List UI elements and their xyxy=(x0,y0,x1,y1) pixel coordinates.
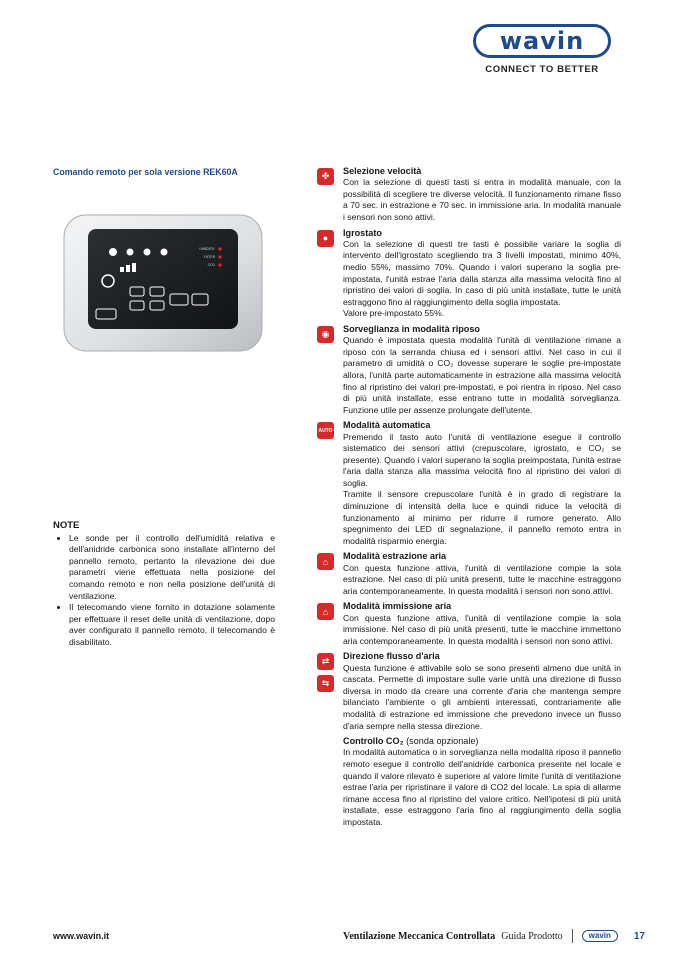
feature-text: Quando è impostata questa modalità l'unità di ventilazione rimane a riposo con la serranda chiusa ed i sensori attivi. Nel caso in cui il parametro di umidità o CO₂ dovesse superare le soglie pre-impostate allora, l'unità parte automaticamente in estrazione alla massima velocità fino al ripristino dei valori pre-impostati, e poi rientra in riposo. Nel caso di più unità installate, esse entrano tutte in modalità sorveglianza. Funzione utile per assenze prolungate dell'utente. xyxy=(343,335,621,415)
device-caption: Comando remoto per sola versione REK60A xyxy=(53,167,238,177)
feature-title-main: Controllo CO₂ xyxy=(343,736,404,747)
feature-title: Modalità immissione aria xyxy=(343,601,452,612)
panel-label-co2: CO2 xyxy=(207,263,215,267)
page-number: 17 xyxy=(633,930,645,942)
eye-icon: ◉ xyxy=(317,326,334,343)
feature-text: Premendo il tasto auto l'unità di ventilazione esegue il controllo sistematico dei sensori attivi (crepuscolare, igrostato, e CO₂ se presente). Quando i valori superano la soglia preimpostata, l'unità estrae l'aria dalla stanza alla massima velocità fino al ripristino dei valori di soglia. Tramite il sensore crepuscolare l'unità è in grado di registrare la diminuzione di intensità della luce e quindi riduce la velocità di funzionamento al minimo per ridurre il rumore generato. Allo spegnimento dei LED di segnalazione, il pannello remoto entra in modalità risparmio energia. xyxy=(343,431,621,546)
feature-co2-control xyxy=(317,736,621,828)
feature-text: In modalità automatica o in sorveglianza nella modalità riposo il pannello remoto esegue il controllo dell'anidride carbonica presente nel locale e quando il valore rilevato è superiore al valore limite l'unità di ventilazione estrae l'aria per ripristinare il valore di CO2 del locale. La spia di allarme rimane accesa fino al ripristino del valore critico. Nell'ipotesi di più unità installate, esse estraggono l'aria fino al raggiungimento della soglia impostata. xyxy=(343,747,621,827)
auto-mode-icon: AUTO xyxy=(317,422,334,439)
feature-title xyxy=(343,736,621,747)
feature-text: Con la selezione di questi tasti si entra in modalità manuale, con la possibilità di scegliere tre diverse velocità. Il funzionamento rimane fisso a 70 sec. in estrazione e 70 sec. in immissione aria. In modalità manuale i sensori non sono attivi. xyxy=(343,177,621,222)
notes-section xyxy=(53,520,275,649)
feature-title: Modalità automatica xyxy=(343,420,431,431)
note-item: • Il telecomando viene fornito in dotazione solamente per effettuare il reset delle unità di ventilazione, dopo aver configurato il pannello remoto, il telecomando è disabilitato. xyxy=(69,602,275,648)
feature-title: Modalità estrazione aria xyxy=(343,551,447,562)
footer-separator xyxy=(572,929,573,943)
feature-intake-mode xyxy=(317,601,621,647)
features-list xyxy=(317,166,621,833)
panel-label-humidity: UMIDITA' xyxy=(199,247,215,251)
footer-doc-guide: Guida Prodotto xyxy=(501,930,563,942)
feature-text: Con la selezione di questi tre tasti è possibile variare la soglia di intervento dell'igrostato scegliendo tra 3 livelli impostati, minimo 40%, medio 55%, massimo 70%. Quando i valori superano la soglia pre-impostata, l'unità estrae l'aria dalla stanza alla massima velocità fino al ripristino dei valori di soglia. In caso di più unità installate, tutte le unità estraggono fino al raggiungimento della soglia impostata. Valore pre-impostato 55%. xyxy=(343,238,621,319)
footer-url-link[interactable]: www.wavin.it xyxy=(53,931,110,941)
footer-right xyxy=(343,929,645,943)
humidity-drop-icon: ● xyxy=(317,230,334,247)
feature-text: Con questa funzione attiva, l'unità di ventilazione compie la sola immissione. Nel caso di più unità presenti, tutte le macchine immettono aria contemporaneamente. In questa modalità i sensori non sono attivi. xyxy=(343,612,621,646)
feature-hygrostat xyxy=(317,228,621,320)
feature-speed-selection xyxy=(317,166,621,224)
feature-title: Direzione flusso d'aria xyxy=(343,651,440,662)
panel-label-filter: FILTER xyxy=(203,255,215,259)
brand-tagline: CONNECT TO BETTER xyxy=(485,64,599,75)
wavin-logo[interactable]: wavin xyxy=(473,24,611,58)
airflow-direction-alt-icon: ⇆ xyxy=(317,675,334,692)
feature-title: Selezione velocità xyxy=(343,166,422,176)
airflow-direction-icon: ⇄ xyxy=(317,653,334,670)
feature-text: Questa funzione è attivabile solo se sono presenti almeno due unità in cascata. Permette di impostare sulle varie unità una direzione di flusso diversa in modo da creare una corrente d'aria che mantenga sempre bilanciato l'ambiente o gli ambienti interessati, contrariamente alle modalità di estrazione ed immissione che prevedono invece un flusso d'aria sempre nella stessa direzione. xyxy=(343,662,621,731)
notes-list xyxy=(53,533,275,649)
footer-wavin-logo: wavin xyxy=(582,930,618,942)
page-footer xyxy=(53,929,645,945)
footer-doc-title: Ventilazione Meccanica Controllata xyxy=(343,930,496,942)
house-intake-icon: ⌂ xyxy=(317,603,334,620)
feature-text: Con questa funzione attiva, l'unità di ventilazione compie la sola estrazione. Nel caso di più unità presenti, tutte le macchine estraggono aria contemporaneamente. In questa modalità i sensori non sono attivi. xyxy=(343,562,621,596)
feature-standby-surveillance xyxy=(317,324,621,416)
notes-title: NOTE xyxy=(53,520,80,531)
fan-speed-icon: ✤ xyxy=(317,168,334,185)
house-extract-icon: ⌂ xyxy=(317,553,334,570)
brand-header xyxy=(468,24,616,75)
remote-control-panel-image xyxy=(60,209,268,357)
feature-extraction-mode xyxy=(317,551,621,597)
feature-title-sub: (sonda opzionale) xyxy=(406,736,479,747)
note-item: • Le sonde per il controllo dell'umidità relativa e dell'anidride carbonica sono installate all'interno del pannello remoto, pertanto la rilevazione dei due parametri viene effettuata nella posizione del comando remoto e non nella posizione dell'unità di ventilazione. xyxy=(69,533,275,603)
feature-title: Sorveglianza in modalità riposo xyxy=(343,323,480,334)
feature-title: Igrostato xyxy=(343,227,382,238)
feature-automatic-mode xyxy=(317,420,621,547)
feature-airflow-direction xyxy=(317,651,621,732)
